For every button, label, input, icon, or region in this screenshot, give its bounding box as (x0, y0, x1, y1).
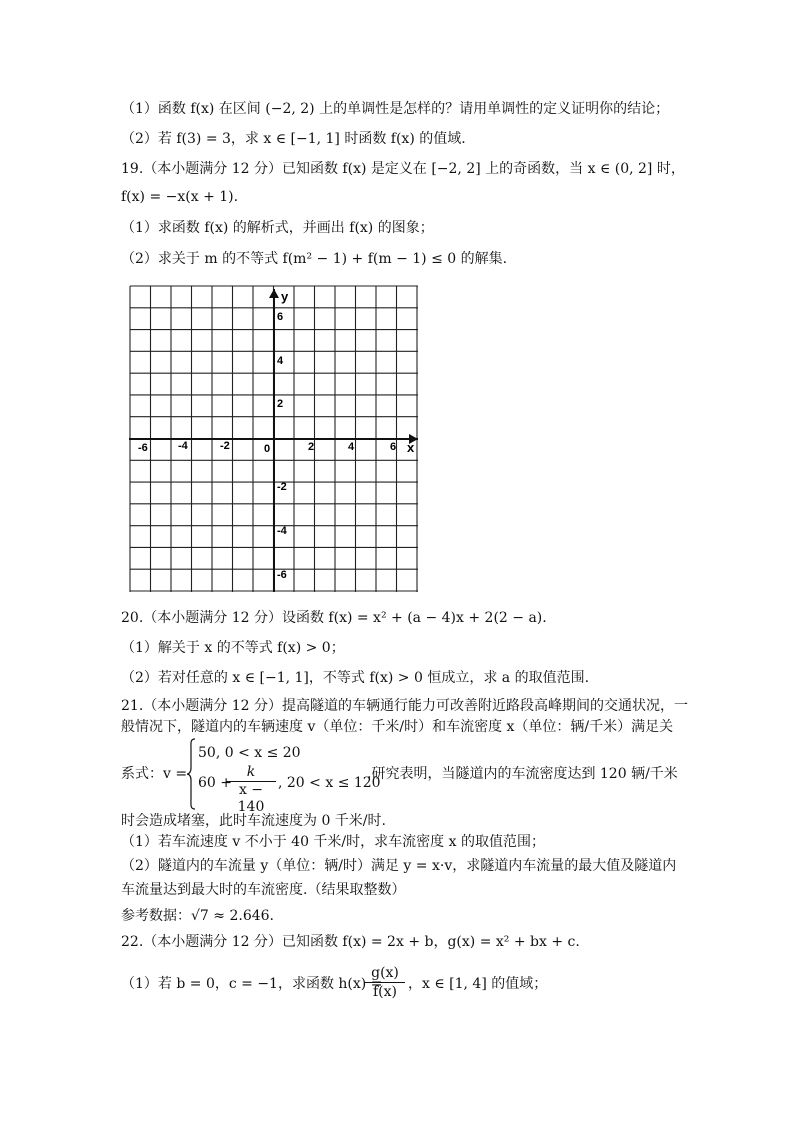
q21-part2-line1: （2）隧道内的车流量 y（单位：辆/时）满足 y = x·v，求隧道内车流量的最大值及隧道内 (121, 858, 677, 874)
y-tick-label: 4 (277, 355, 284, 367)
fraction-denominator: x − 140 (237, 782, 265, 815)
q20-part1: （1）解关于 x 的不等式 f(x) > 0； (121, 640, 345, 656)
y-axis-arrow-icon (269, 289, 279, 298)
x-tick-label: -6 (138, 442, 148, 454)
y-tick-label: -2 (277, 481, 287, 493)
q19-stem: 19.（本小题满分 12 分）已知函数 f(x) 是定义在 [−2, 2] 上的奇函数，当 x ∈ (0, 2] 时， (121, 161, 685, 177)
q21-case2-condition: , 20 < x ≤ 120 (278, 775, 381, 791)
grid-svg (129, 285, 419, 593)
y-tick-label: 6 (277, 311, 284, 323)
x-tick-label: 4 (348, 441, 355, 453)
fraction-numerator: g(x) (365, 964, 405, 983)
q21-part1: （1）若车流速度 v 不小于 40 千米/时，求车流密度 x 的取值范围； (121, 834, 545, 850)
y-tick-label: 2 (277, 398, 284, 410)
q21-reference-data: 参考数据：√7 ≈ 2.646. (121, 908, 274, 924)
q22-part1-suffix: ，x ∈ [1, 4] 的值域； (408, 976, 548, 992)
coordinate-grid (129, 285, 419, 597)
q21-relation-prefix: 系式：v = (121, 766, 188, 782)
q21-stem-line1: 21.（本小题满分 12 分）提高隧道的车辆通行能力可改善附近路段高峰期间的交通状况，一 (121, 698, 688, 714)
y-axis-label: y (281, 289, 289, 304)
x-tick-label: -2 (220, 440, 230, 452)
y-tick-label: -4 (277, 525, 287, 537)
q18-part2: （2）若 f(3) = 3，求 x ∈ [−1, 1] 时函数 f(x) 的值域. (121, 131, 466, 147)
q21-case2-fraction (226, 764, 276, 816)
x-tick-label: 6 (390, 441, 397, 453)
q20-stem: 20.（本小题满分 12 分）设函数 f(x) = x² + (a − 4)x + 2(2 − a). (121, 610, 547, 626)
x-tick-label: 0 (264, 443, 271, 455)
fraction-numerator: k (226, 764, 276, 782)
q21-case2-const: 60 + (198, 775, 232, 791)
q19-formula: f(x) = −x(x + 1). (121, 189, 239, 205)
q21-stem-line4: 时会造成堵塞，此时车流速度为 0 千米/时. (121, 813, 386, 829)
fraction-denominator: f(x) (372, 984, 397, 1000)
q19-part2: （2）求关于 m 的不等式 f(m² − 1) + f(m − 1) ≤ 0 的解集. (121, 251, 508, 267)
q21-case1: 50, 0 < x ≤ 20 (198, 745, 301, 761)
q21-stem-line3: .研究表明，当隧道内的车流密度达到 120 辆/千米 (367, 766, 678, 782)
q19-part1: （1）求函数 f(x) 的解析式，并画出 f(x) 的图象； (121, 220, 434, 236)
q21-stem-line2: 般情况下，隧道内的车辆速度 v（单位：千米/时）和车流密度 x（单位：辆/千米）满足关 (121, 719, 674, 735)
q18-part1: （1）函数 f(x) 在区间 (−2, 2) 上的单调性是怎样的？请用单调性的定义证明你的结论； (121, 101, 670, 117)
x-tick-label: -4 (178, 440, 188, 452)
x-tick-label: 2 (308, 441, 315, 453)
q22-fraction (365, 964, 405, 1001)
y-tick-label: -6 (277, 569, 287, 581)
x-axis-label: x (407, 440, 415, 455)
left-brace-icon (186, 738, 196, 810)
q21-part2-line2: 车流量达到最大时的车流密度.（结果取整数） (121, 882, 406, 898)
q20-part2: （2）若对任意的 x ∈ [−1, 1]，不等式 f(x) > 0 恒成立，求 a 的取值范围. (121, 670, 590, 686)
y-axis (269, 289, 279, 592)
q22-part1-prefix: （1）若 b = 0，c = −1，求函数 h(x) = (121, 976, 383, 992)
q22-stem: 22.（本小题满分 12 分）已知函数 f(x) = 2x + b，g(x) = x² + bx + c. (121, 934, 580, 950)
